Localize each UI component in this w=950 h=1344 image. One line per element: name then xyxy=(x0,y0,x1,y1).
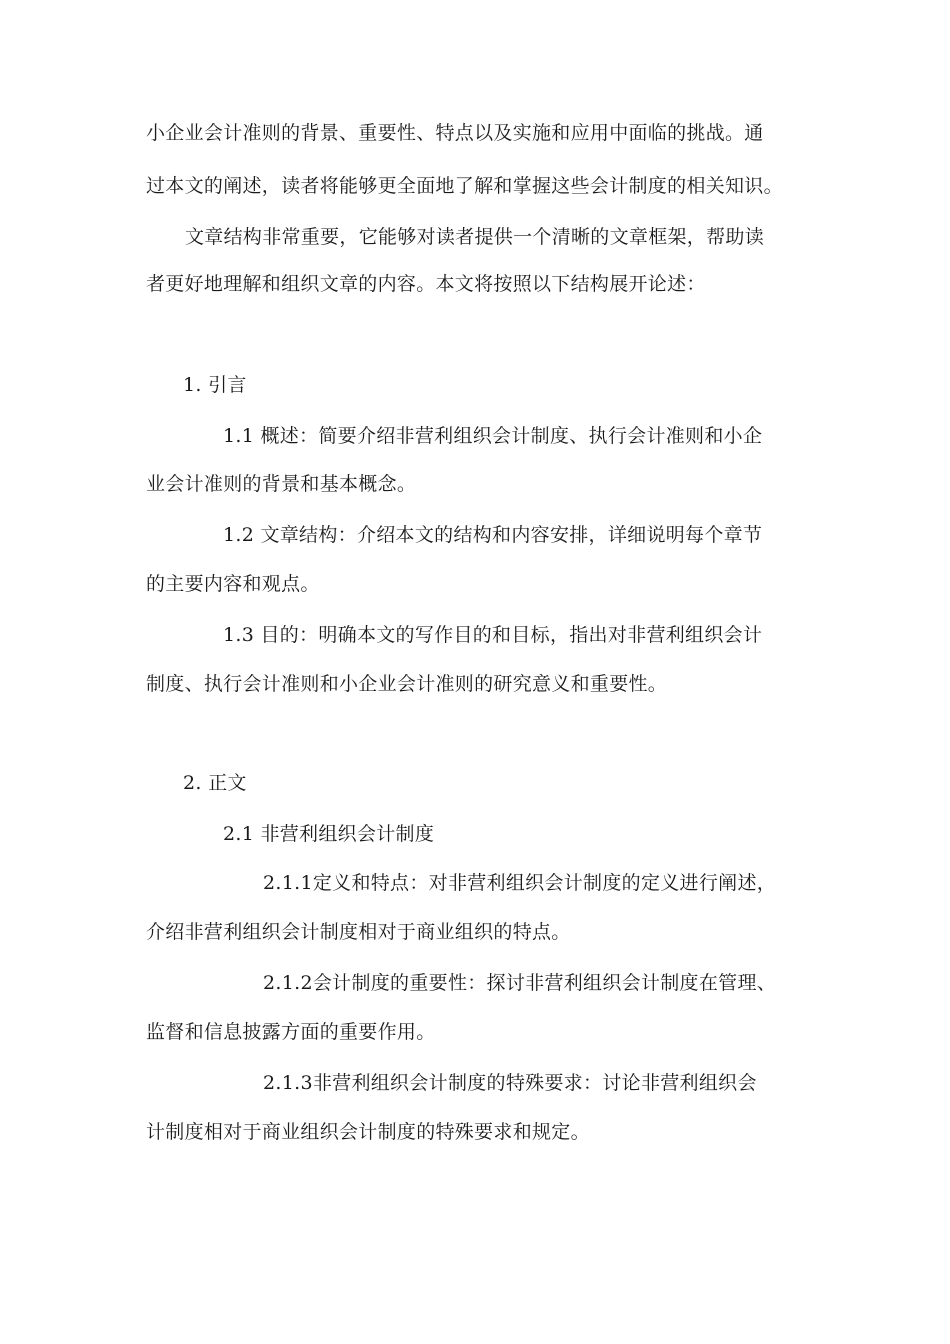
body-text-line: 监督和信息披露方面的重要作用。 xyxy=(146,1021,436,1043)
body-text-line: 的主要内容和观点。 xyxy=(146,573,320,595)
paragraph-first-line: 文章结构非常重要，它能够对读者提供一个清晰的文章框架，帮助读 xyxy=(185,226,765,248)
subsection-item-1-1: 1.1 概述：简要介绍非营利组织会计制度、执行会计准则和小企 xyxy=(223,425,763,447)
body-text-line: 介绍非营利组织会计制度相对于商业组织的特点。 xyxy=(146,921,571,943)
subsubsection-item-2-1-3: 2.1.3非营利组织会计制度的特殊要求：讨论非营利组织会 xyxy=(263,1072,757,1094)
subsubsection-item-2-1-1: 2.1.1定义和特点：对非营利组织会计制度的定义进行阐述， xyxy=(263,872,777,894)
section-heading-introduction: 1. 引言 xyxy=(183,374,247,396)
body-text-line: 业会计准则的背景和基本概念。 xyxy=(146,473,417,495)
subsection-heading-2-1: 2.1 非营利组织会计制度 xyxy=(223,823,435,845)
body-text-line: 小企业会计准则的背景、重要性、特点以及实施和应用中面临的挑战。通 xyxy=(146,122,764,144)
subsubsection-item-2-1-2: 2.1.2会计制度的重要性：探讨非营利组织会计制度在管理、 xyxy=(263,972,777,994)
section-heading-main-body: 2. 正文 xyxy=(183,772,247,794)
body-text-line: 制度、执行会计准则和小企业会计准则的研究意义和重要性。 xyxy=(146,673,668,695)
body-text-line: 计制度相对于商业组织会计制度的特殊要求和规定。 xyxy=(146,1121,590,1143)
body-text-line: 过本文的阐述，读者将能够更全面地了解和掌握这些会计制度的相关知识。 xyxy=(146,175,783,197)
subsection-item-1-2: 1.2 文章结构：介绍本文的结构和内容安排，详细说明每个章节 xyxy=(223,524,763,546)
subsection-item-1-3: 1.3 目的：明确本文的写作目的和目标，指出对非营利组织会计 xyxy=(223,624,763,646)
body-text-line: 者更好地理解和组织文章的内容。本文将按照以下结构展开论述： xyxy=(146,273,706,295)
